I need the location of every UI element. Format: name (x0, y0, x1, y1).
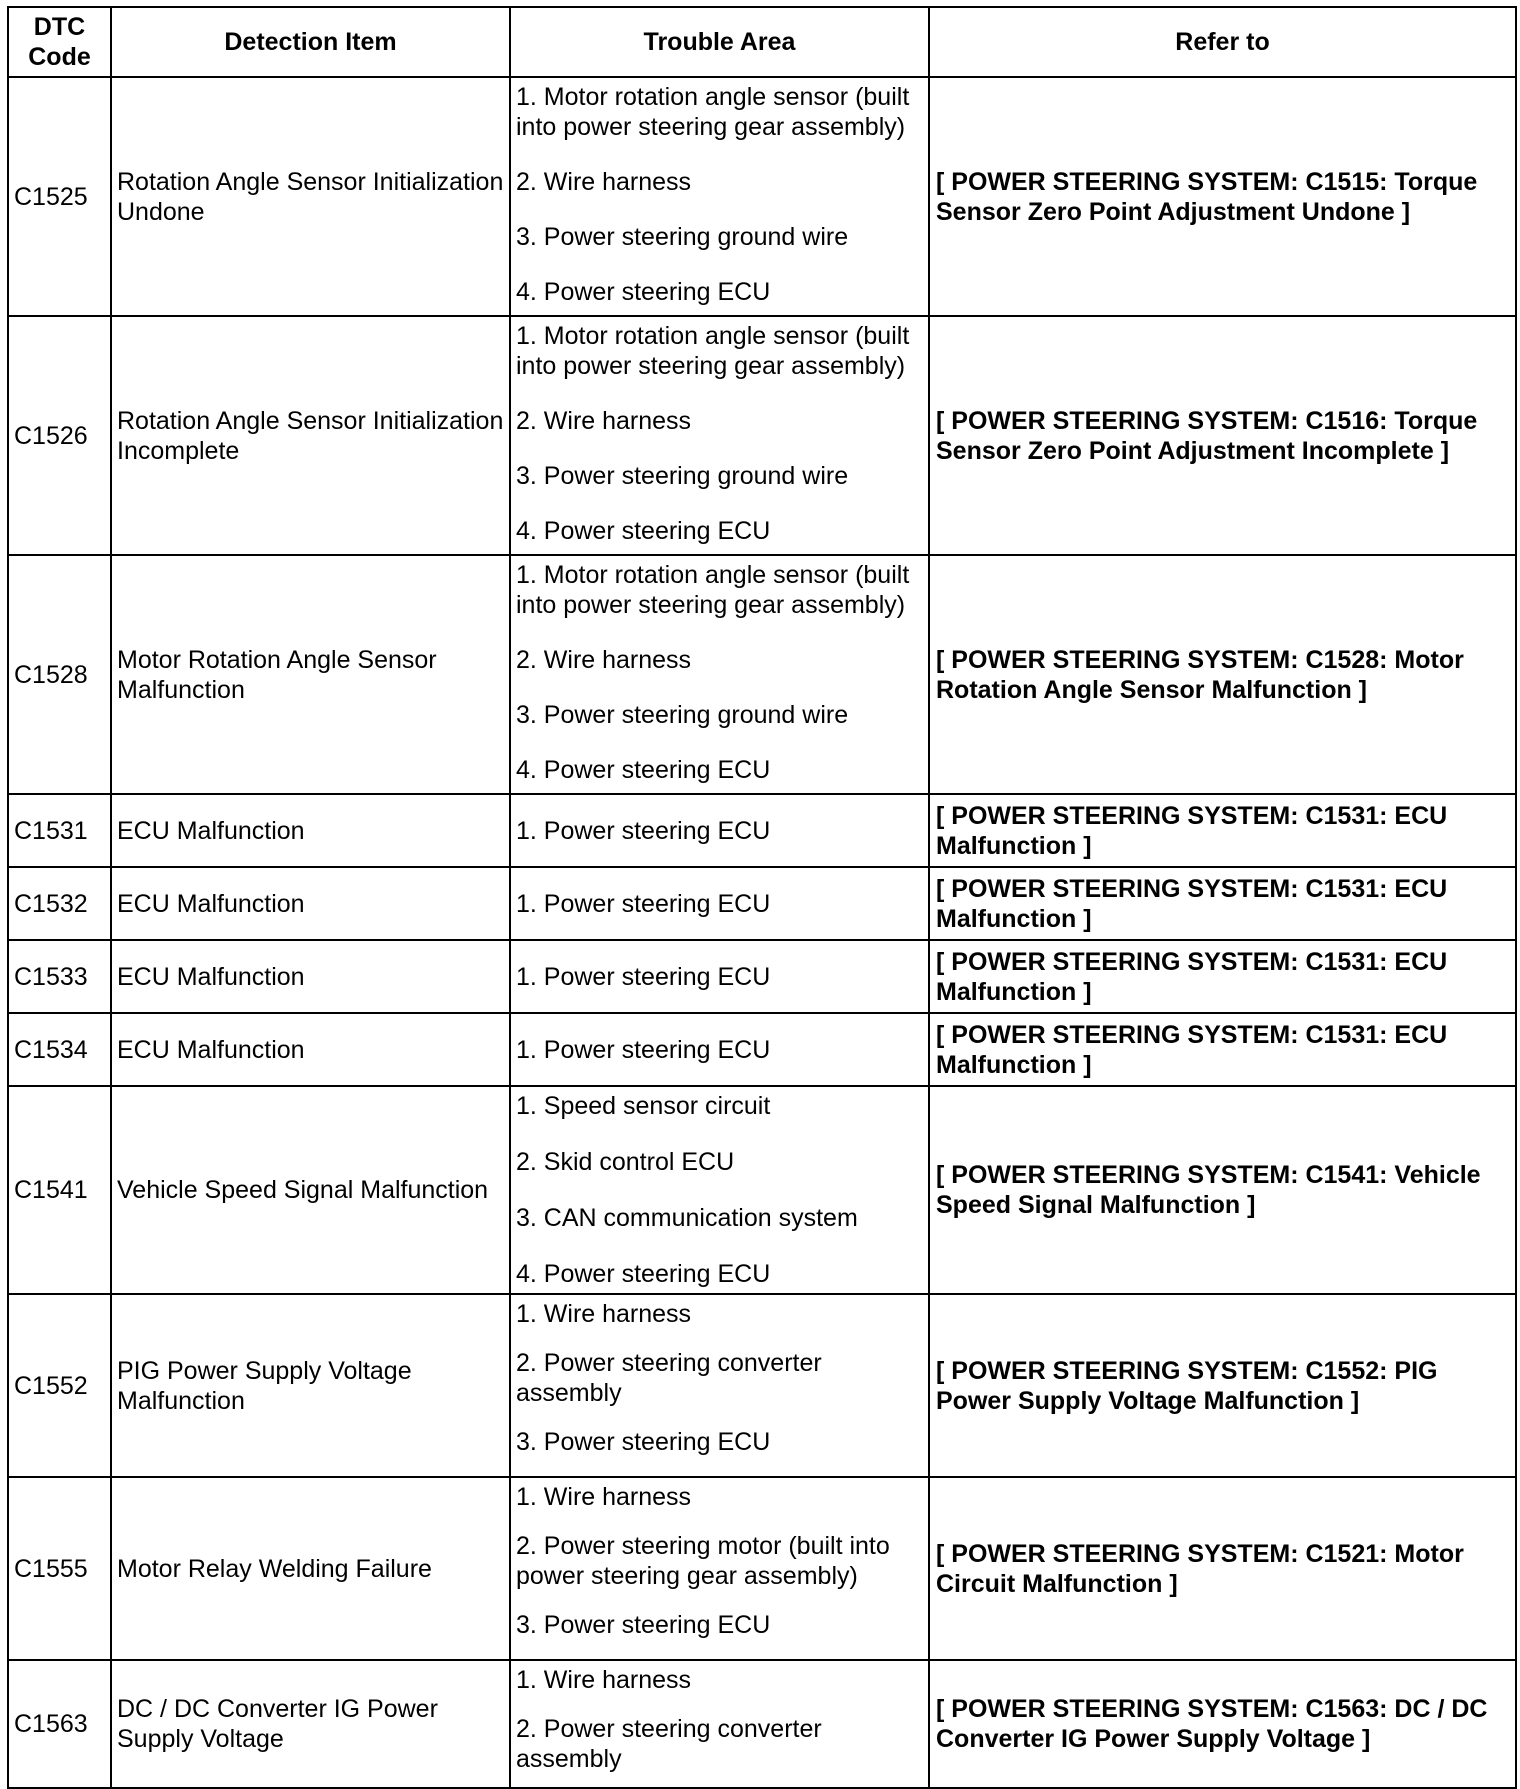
trouble-area-item: 1. Motor rotation angle sensor (built into power steering gear assembly) (516, 322, 910, 380)
refer-to-link[interactable]: [ POWER STEERING SYSTEM: C1552: PIG Power Supply Voltage Malfunction ] (929, 1294, 1516, 1477)
refer-to-link[interactable]: [ POWER STEERING SYSTEM: C1531: ECU Malfunction ] (929, 1013, 1516, 1086)
detection-item-cell: Vehicle Speed Signal Malfunction (111, 1086, 510, 1294)
refer-to-link[interactable]: [ POWER STEERING SYSTEM: C1541: Vehicle Speed Signal Malfunction ] (929, 1086, 1516, 1294)
table-row (8, 1013, 1516, 1086)
table-row (8, 1477, 1516, 1660)
trouble-area-item: 3. Power steering ground wire (516, 462, 849, 490)
detection-item-cell: ECU Malfunction (111, 1013, 510, 1086)
trouble-area-item: 2. Power steering converter assembly (516, 1349, 822, 1407)
table-row (8, 1294, 1516, 1477)
header-detection-item: Detection Item (111, 7, 510, 77)
refer-to-link[interactable]: [ POWER STEERING SYSTEM: C1531: ECU Malfunction ] (929, 794, 1516, 867)
trouble-area-item: 1. Wire harness (516, 1483, 692, 1511)
dtc-code-cell: C1531 (8, 794, 111, 867)
refer-to-link[interactable]: [ POWER STEERING SYSTEM: C1531: ECU Malfunction ] (929, 940, 1516, 1013)
trouble-area-item: 1. Power steering ECU (516, 962, 771, 991)
detection-item-cell: ECU Malfunction (111, 940, 510, 1013)
trouble-area-item: 3. Power steering ECU (516, 1428, 771, 1456)
trouble-area-item: 4. Power steering ECU (516, 278, 771, 306)
trouble-area-item: 2. Wire harness (516, 407, 692, 435)
table-row (8, 794, 1516, 867)
trouble-area-item: 2. Power steering converter assembly (516, 1715, 822, 1773)
dtc-code-cell: C1533 (8, 940, 111, 1013)
dtc-code-cell: C1563 (8, 1660, 111, 1788)
trouble-area-item: 1. Motor rotation angle sensor (built into power steering gear assembly) (516, 561, 910, 619)
trouble-area-item: 1. Speed sensor circuit (516, 1092, 771, 1120)
header-trouble-area: Trouble Area (510, 7, 929, 77)
trouble-area-cell (510, 555, 929, 794)
trouble-area-item: 4. Power steering ECU (516, 517, 771, 545)
trouble-area-cell (510, 867, 929, 940)
refer-to-link[interactable]: [ POWER STEERING SYSTEM: C1515: Torque Sensor Zero Point Adjustment Undone ] (929, 77, 1516, 316)
detection-item-cell: PIG Power Supply Voltage Malfunction (111, 1294, 510, 1477)
trouble-area-item: 2. Power steering motor (built into power steering gear assembly) (516, 1532, 890, 1590)
refer-to-link[interactable]: [ POWER STEERING SYSTEM: C1521: Motor Circuit Malfunction ] (929, 1477, 1516, 1660)
trouble-area-cell (510, 1086, 929, 1294)
table-row (8, 867, 1516, 940)
trouble-area-item: 3. Power steering ground wire (516, 223, 849, 251)
dtc-code-cell: C1552 (8, 1294, 111, 1477)
detection-item-cell: DC / DC Converter IG Power Supply Voltage (111, 1660, 510, 1788)
trouble-area-cell (510, 1660, 929, 1788)
dtc-code-cell: C1532 (8, 867, 111, 940)
table-row (8, 1086, 1516, 1294)
dtc-code-cell: C1525 (8, 77, 111, 316)
dtc-code-cell: C1555 (8, 1477, 111, 1660)
trouble-area-item: 1. Wire harness (516, 1300, 692, 1328)
detection-item-cell: Rotation Angle Sensor Initialization Undone (111, 77, 510, 316)
trouble-area-item: 2. Wire harness (516, 646, 692, 674)
trouble-area-item: 1. Power steering ECU (516, 816, 771, 845)
refer-to-link[interactable]: [ POWER STEERING SYSTEM: C1563: DC / DC Converter IG Power Supply Voltage ] (929, 1660, 1516, 1788)
header-refer-to: Refer to (929, 7, 1516, 77)
trouble-area-item: 4. Power steering ECU (516, 756, 771, 784)
table-row (8, 940, 1516, 1013)
refer-to-link[interactable]: [ POWER STEERING SYSTEM: C1516: Torque Sensor Zero Point Adjustment Incomplete ] (929, 316, 1516, 555)
trouble-area-item: 2. Skid control ECU (516, 1148, 735, 1176)
trouble-area-cell (510, 1477, 929, 1660)
detection-item-cell: Motor Relay Welding Failure (111, 1477, 510, 1660)
trouble-area-cell (510, 316, 929, 555)
trouble-area-cell (510, 1294, 929, 1477)
trouble-area-item: 1. Power steering ECU (516, 889, 771, 918)
dtc-code-cell: C1528 (8, 555, 111, 794)
trouble-area-item: 1. Wire harness (516, 1666, 692, 1694)
table-row (8, 77, 1516, 316)
header-row (8, 7, 1516, 77)
trouble-area-cell (510, 1013, 929, 1086)
trouble-area-cell (510, 940, 929, 1013)
detection-item-cell: Motor Rotation Angle Sensor Malfunction (111, 555, 510, 794)
table-row (8, 1660, 1516, 1788)
dtc-code-cell: C1541 (8, 1086, 111, 1294)
trouble-area-item: 3. CAN communication system (516, 1204, 858, 1232)
header-dtc-code: DTC Code (8, 7, 111, 77)
dtc-table (7, 6, 1517, 1789)
detection-item-cell: ECU Malfunction (111, 794, 510, 867)
trouble-area-item: 1. Power steering ECU (516, 1035, 771, 1064)
detection-item-cell: ECU Malfunction (111, 867, 510, 940)
refer-to-link[interactable]: [ POWER STEERING SYSTEM: C1528: Motor Rotation Angle Sensor Malfunction ] (929, 555, 1516, 794)
trouble-area-cell (510, 794, 929, 867)
detection-item-cell: Rotation Angle Sensor Initialization Incomplete (111, 316, 510, 555)
trouble-area-item: 2. Wire harness (516, 168, 692, 196)
trouble-area-item: 3. Power steering ECU (516, 1611, 771, 1639)
trouble-area-cell (510, 77, 929, 316)
trouble-area-item: 1. Motor rotation angle sensor (built into power steering gear assembly) (516, 83, 910, 141)
trouble-area-item: 4. Power steering ECU (516, 1260, 771, 1288)
refer-to-link[interactable]: [ POWER STEERING SYSTEM: C1531: ECU Malfunction ] (929, 867, 1516, 940)
dtc-code-cell: C1534 (8, 1013, 111, 1086)
dtc-code-cell: C1526 (8, 316, 111, 555)
table-row (8, 555, 1516, 794)
table-row (8, 316, 1516, 555)
trouble-area-item: 3. Power steering ground wire (516, 701, 849, 729)
